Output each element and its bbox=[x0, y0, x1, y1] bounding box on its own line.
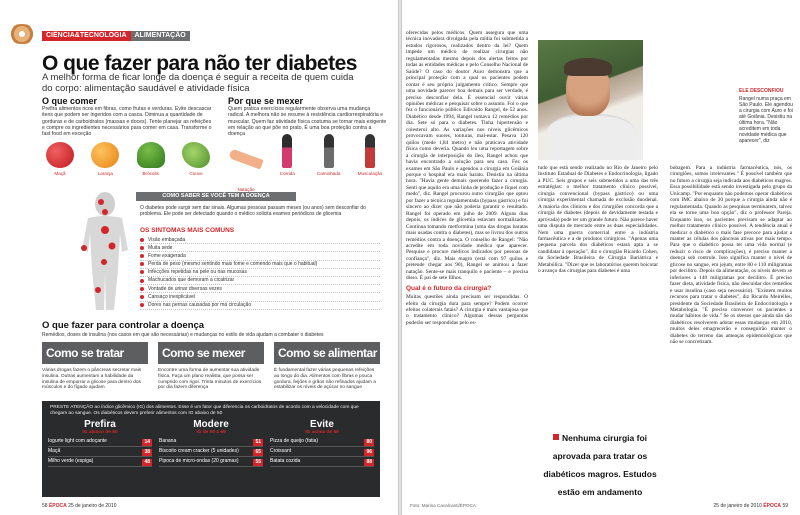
exercise-label: Musculação bbox=[357, 171, 383, 176]
move-text: Quem pratica exercícios regularmente observa uma mudança radical. A melhora não se resume à resistência cardiorrespiratória e muscular. Quem faz atividade física costuma se tornar mais exigente em relação ao que põe no prato. É uma boa proteção contra a doença bbox=[228, 106, 387, 138]
swimming-icon bbox=[228, 148, 263, 169]
control-text: É fundamental fazer várias pequenas refeições ao longo do dia. Alimentos com fibras e pouca gordura, feijões e grãos não refinados ajudam a estabilizar os níveis de açúcar no sangue bbox=[274, 368, 376, 391]
page-title: O que fazer para não ter diabetes bbox=[42, 52, 357, 75]
group-range: IG de 50 a 69 bbox=[196, 430, 226, 435]
portrait-photo bbox=[538, 40, 643, 160]
article-column-1: oferecidas pelos médicos. Quem assegura que uma técnica inovadora divulgada pela mídia foi submetida a estudos rigorosos, realizados dentro da lei? Quem impede um médico de realizar cirurgias não regulamentadas mesmo depois dos alertas feitos por todas as entidades médicas e pelo Conselho Nacional de Saúde? O caso do doutor Auro demonstra que a principal proteção com a qual os pacientes podem contar é seu próprio julgamento crítico. Sempre que uma novidade parecer boa demais para ser verdade, é preciso desconfiar dela. É essencial ouvir várias opiniões médicas e pesquisar sobre o assunto. Foi o que fez o funcionário público Edivaldo Rangel, de 52 anos. Diabético desde 1994, Rangel tomava 12 remédios por dia. Sete só para o diabetes. Tinha hipertensão e colesterol alto. As variações nos níveis glicêmicos provocavam suores, tonturas, mal-estar. Pesava 120 quilos (mede 1,84 metro) e não praticava atividade física como deveria. Quando leu uma reportagem sobre a cirurgia de interposição do íleo, Rangel achou que havia encontrado a solução para seu caso. Fez os exames em São Paulo e agendou a cirurgia em Goiânia porque o hospital era mais barato. Desistiu na última hora. "Havia gente demais querendo fazer a cirurgia. Senti que aquilo era uma linha de produção e fiquei com medo", diz. Rangel procurou outro cirurgião que optou por fazer a técnica regulamentada (bypass gástrico) e foi sincero ao dizer que não poderia garantir o resultado. Rangel foi operado em julho de 2009. Alguns dias depois, os índices de glicemia estavam normalizados. Continua tomando metformina (uma das drogas baratas mais usadas contra o diabetes), mas se livrou dos outros remédios contra a doença. O conselho de Rangel: "Não acredite em toda novidade médica que aparecer. Pesquise e procure médicos indicados por pessoas de confiança", diz. Mais magro (está com 97 quilos e pretende chegar aos 90), Rangel se animou a fazer natação. Sente-se mais tranquilo e paciente – e precisa disso. É pai de sete filhos. Qual é o futuro da cirurgia? Muitas questões ainda precisam ser respondidas. O efeito da cirurgia dura para sempre? Podem ocorrer efeitos colaterais fatais? A cirurgia é mais vantajosa que o tratamento clínico? Algumas dessas perguntas poderão ser respondidas pelo es- bbox=[406, 30, 528, 326]
body-silhouette-icon bbox=[60, 190, 150, 310]
control-column bbox=[42, 342, 148, 391]
table-row: Biscoito cream cracker (5 unidades) 65 bbox=[159, 447, 263, 457]
table-row: Iogurte light com adoçante 14 bbox=[48, 437, 152, 447]
table-row: Pipoca de micro-ondas (20 gramas) 55 bbox=[159, 457, 263, 467]
food-item bbox=[133, 142, 169, 176]
control-column bbox=[158, 342, 264, 391]
glycemic-note: PRESTE ATENÇÃO ao índice glicêmico (IG) dos alimentos. Esse é um fator que diferencia os carboidratos de acordo com a velocidade com que chegam ao sangue. Os diabéticos devem preferir alimentos com IG abaixo de 50 bbox=[50, 405, 359, 416]
page-subtitle: A melhor forma de ficar longe da doença é seguir a receita de quem cuida do corpo: alimentação saudável e atividade física bbox=[42, 72, 354, 94]
list-item: Vontade de urinar diversas vezes bbox=[140, 285, 380, 293]
walking-icon bbox=[324, 134, 334, 168]
exercise-label: Corrida bbox=[279, 171, 295, 176]
exercise-row bbox=[228, 134, 388, 192]
orange-icon bbox=[91, 142, 119, 168]
bullet-icon bbox=[140, 270, 144, 274]
section-primary: CIÊNCIA&TECNOLOGIA bbox=[42, 31, 131, 41]
glycemic-index-box bbox=[42, 401, 380, 497]
exercise-label: Caminhada bbox=[316, 171, 341, 176]
running-icon bbox=[282, 134, 292, 168]
glycemic-group bbox=[159, 419, 263, 467]
photo-caption-head: ELE DESCONFIOU bbox=[739, 88, 784, 94]
control-label: Como se mexer bbox=[158, 342, 264, 364]
food-label: Maçã bbox=[54, 171, 66, 176]
left-page bbox=[0, 0, 398, 515]
bullet-icon bbox=[140, 246, 144, 250]
group-range: IG abaixo de 50 bbox=[82, 430, 118, 435]
glycemic-group bbox=[270, 419, 374, 467]
group-range: IG acima de 69 bbox=[305, 430, 339, 435]
control-text: Várias drogas fazem o pâncreas secretar mais insulina. Outras aumentam a habilidade da insulina de empurrar a glicose para dentro dos músculos e do fígado ajudam bbox=[42, 368, 142, 391]
table-row: Banana 51 bbox=[159, 437, 263, 447]
control-title: O que fazer para controlar a doença bbox=[42, 320, 205, 331]
food-item bbox=[178, 142, 214, 176]
food-label: Couve bbox=[189, 171, 203, 176]
table-row: Batata cozida 88 bbox=[270, 457, 374, 467]
control-label: Como se tratar bbox=[42, 342, 148, 364]
list-item: Perda de peso (mesmo sentindo mais fome e comendo mais que o habitual) bbox=[140, 261, 380, 269]
list-item: Muita sede bbox=[140, 244, 380, 252]
exercise-item bbox=[311, 134, 347, 192]
food-item bbox=[87, 142, 123, 176]
broccoli-icon bbox=[137, 142, 165, 168]
table-row: Milho verde (espiga) 48 bbox=[48, 457, 152, 467]
table-row: Maçã 38 bbox=[48, 447, 152, 457]
list-item: Visão embaçada bbox=[140, 236, 380, 244]
apple-icon bbox=[46, 142, 74, 168]
food-item bbox=[42, 142, 78, 176]
bullet-icon bbox=[140, 287, 144, 291]
control-subtitle: Remédios, doses de insulina (nos casos em que são necessárias) e mudanças no estilo de vida ajudam a combater o diabetes bbox=[42, 332, 324, 338]
square-icon bbox=[553, 434, 559, 440]
photo-caption bbox=[739, 88, 793, 144]
food-row bbox=[42, 142, 214, 176]
kale-icon bbox=[182, 142, 210, 168]
weightlifting-icon bbox=[365, 134, 375, 168]
exercise-item bbox=[228, 134, 264, 192]
control-label: Como se alimentar bbox=[274, 342, 380, 364]
list-item: Infecções repetidas na pele ou nas mucosas bbox=[140, 269, 380, 277]
pull-quote: Nenhuma cirurgia foi aprovada para tratar os diabéticos magros. Estudos estão em andamento bbox=[543, 433, 657, 497]
symptoms-heading: OS SINTOMAS MAIS COMUNS bbox=[140, 227, 235, 234]
list-item: Cansaço inexplicável bbox=[140, 293, 380, 301]
food-label: Brócolis bbox=[142, 171, 159, 176]
symptoms-list bbox=[140, 236, 380, 310]
list-item: Dores nas pernas causadas por má circulação bbox=[140, 302, 380, 310]
exercise-item bbox=[269, 134, 305, 192]
table-row: Croissant 96 bbox=[270, 447, 374, 457]
photo-credit: Foto: Marina Cavalcanti/ÉPOCA bbox=[410, 503, 476, 508]
bullet-icon bbox=[140, 238, 144, 242]
group-name: Modere bbox=[193, 419, 229, 430]
diagnosis-intro: O diabetes pode surgir sem dar sinais. Algumas pessoas passam meses (ou anos) sem desconfiar do problema. Ele pode ser detectado quando o médico solicita exames periódicos de glicemia bbox=[140, 205, 366, 217]
exercise-item bbox=[352, 134, 388, 192]
right-page bbox=[402, 0, 800, 515]
bullet-icon bbox=[140, 262, 144, 266]
food-label: Laranja bbox=[97, 171, 113, 176]
page-footer: 25 de janeiro de 2010 ÉPOCA 59 bbox=[713, 503, 788, 509]
donut-icon bbox=[6, 24, 38, 44]
eat-heading: O que comer bbox=[42, 96, 98, 106]
list-item: Fome exagerada bbox=[140, 252, 380, 260]
group-name: Prefira bbox=[84, 419, 116, 430]
control-column bbox=[274, 342, 380, 391]
control-text: Encontre uma forma de aumentar sua atividade física. Faça um plano realista, que possa ser cumprido com rigor. Trinta minutos de exercícios por dia fazem diferença bbox=[158, 368, 262, 391]
bullet-icon bbox=[140, 254, 144, 258]
article-subhead: Qual é o futuro da cirurgia? bbox=[406, 284, 492, 292]
bullet-icon bbox=[140, 279, 144, 283]
eat-text: Prefira alimentos ricos em fibras, como frutas e verduras. Evite descascar itens que podem ser ingeridos com a casca. Diminua a quantidade de gorduras e de carboidratos (massas e doces). Tente planejar as refeições e compre os ingredientes necessários para comer em casa. Transforme o fast food em exceção bbox=[42, 106, 212, 138]
bullet-icon bbox=[140, 295, 144, 299]
glycemic-group bbox=[48, 419, 152, 467]
article-column-3: bobagem. Para a indústria farmacêutica, nós, os cirurgiões, somos irrelevantes." É possível também que no futuro a cirurgia seja indicada aos diabéticos magros. Essa possibilidade está sendo investigada pelo grupo da Unicamp. "Por enquanto não podemos operar diabéticos com IMC abaixo de 30 porque a cirurgia ainda não é regulamentada. Quando as pesquisas terminarem, talvez ela se torne uma boa opção", diz o professor Pareja. Enquanto isso, os pacientes precisam se adaptar ao melhor tratamento clínico possível. A tendência atual é medicar o diabético o mais fase precoce para ajudar a manter as células dos pâncreas ativas por mais tempo. Para que o diabético possa ter uma vida normal (e reduzir o risco de complicações), é preciso manter a doença sob controle. Isso significa manter o nível de glicose no sangue, em jejum, entre 80 e 110 miligramas por decilitro. Depois da alimentação, os níveis devem se inferiores a 140 miligramas por decilitro. É preciso fazer dieta, atividade física, não descuidar dos remédios e usar insulina (caso seja necessário). "Existem muitos recursos para tratar o diabetes", diz Ricardo Meirelles, presidente da Sociedade Brasileira de Endocrinologia e Metabologia. "É preciso convencer os pacientes a mudar hábitos de vida." Se os obesos que ainda não são diabéticos resolverem adotar essas mudanças em 2010, muitos deles emagrecerão e conseguirão manter o diabetes do terreno das ameaças epidemiológicas que não se concretizam. bbox=[670, 165, 792, 346]
article-column-2: tudo que está sendo realizado no Rio de Janeiro pelo Instituto Estadual de Diabetes e Endocrinologia, ligado à PUC. Seis grupos e seis submetidos a uma das três estratégias: o melhor tratamento clínico possível, cirurgia convencional (bypass gástrico) ou uma cirurgia experimental chamada de exclusão duodenal. A maioria dos clínicos e dos cirurgiões concorda que a cirurgia de diabetes (depois de devidamente testada e aprovada) pode ter um grande futuro. Não parece haver uma disputa de mercado entre as duas especialidades. Nem uma guerra comercial entre a indústria farmacêutica e a de produtos cirúrgicos. "Apenas uma pequena parcela dos diabéticos estará apta a se candidatar à operação", diz o cirurgião Ricardo Cohen, da Sociedade Brasileira de Cirurgia Bariátrica e Metabólica. "Dizer que os laboratórios querem boicotar o avanço das cirurgias para diabetes é uma bbox=[538, 165, 658, 275]
exercise-label: Natação bbox=[237, 187, 255, 192]
page-footer: 58 ÉPOCA 25 de janeiro de 2010 bbox=[42, 503, 117, 509]
diagnosis-label: COMO SABER SE VOCÊ TEM A DOENÇA bbox=[136, 192, 296, 201]
section-secondary: ALIMENTAÇÃO bbox=[131, 31, 190, 41]
bullet-icon bbox=[140, 303, 144, 307]
photo-caption-text: Rangel numa praça em São Paulo. Ele agendou a cirurgia com Auro e foi até Goiânia. Desistiu na última hora. "Não acreditem em toda novidade médica que aparecer", diz bbox=[739, 96, 793, 144]
section-tag bbox=[42, 31, 190, 41]
group-name: Evite bbox=[310, 419, 334, 430]
list-item: Machucados que demoram a cicatrizar bbox=[140, 277, 380, 285]
table-row: Pizza de queijo (fatia) 80 bbox=[270, 437, 374, 447]
move-heading: Por que se mexer bbox=[228, 96, 304, 106]
